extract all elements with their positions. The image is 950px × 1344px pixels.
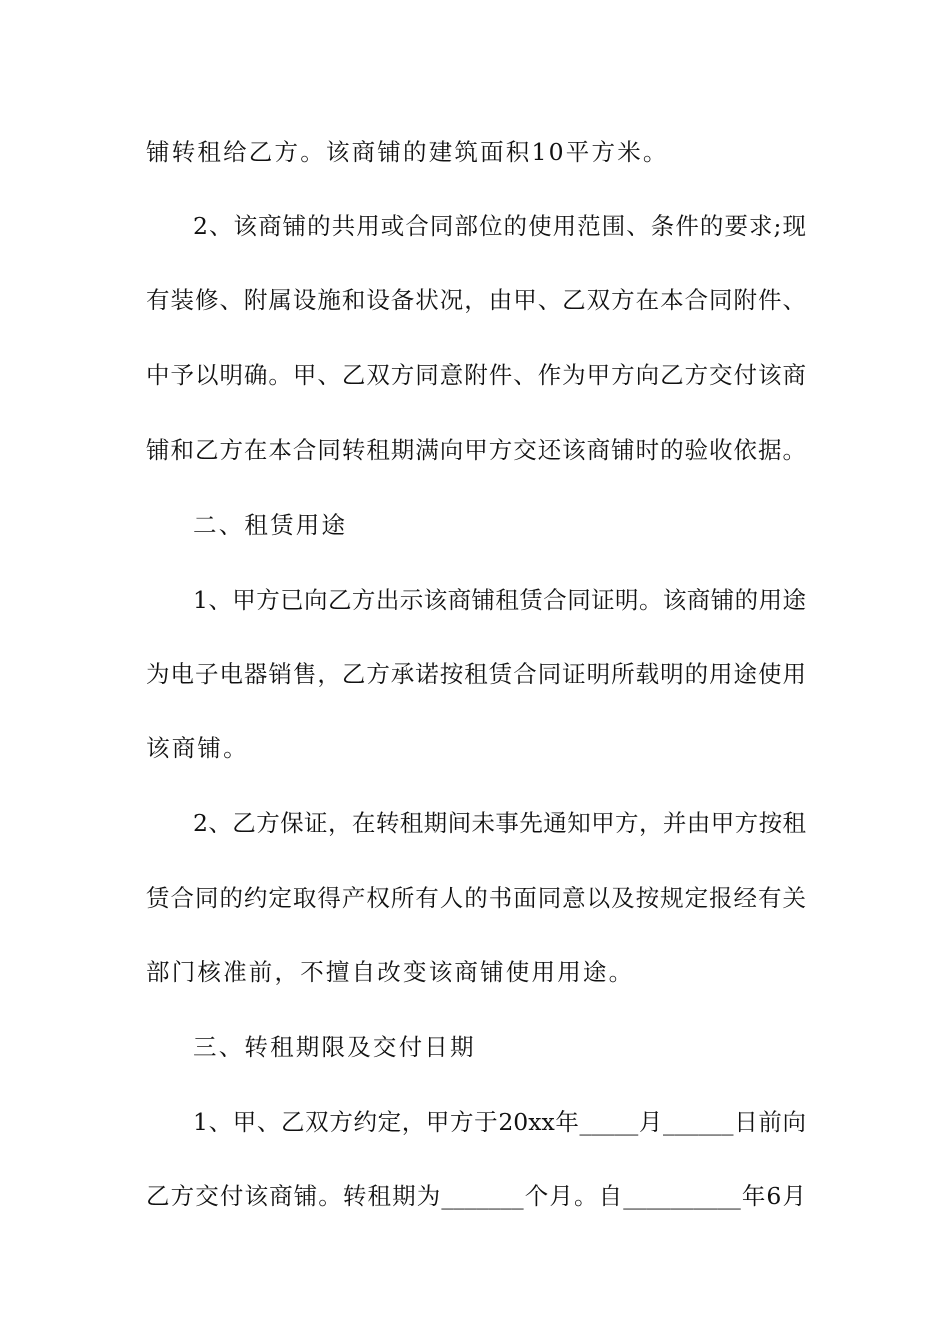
paragraph-line: 1、甲方已向乙方出示该商铺租赁合同证明。该商铺的用途 [193, 586, 806, 614]
paragraph-line: 铺转租给乙方。该商铺的建筑面积10平方米。 [146, 138, 669, 166]
paragraph-line: 中予以明确。甲、乙双方同意附件、作为甲方向乙方交付该商 [146, 361, 806, 389]
paragraph-line: 部门核准前，不擅自改变该商铺使用用途。 [146, 958, 635, 986]
paragraph-line: 1、甲、乙双方约定，甲方于20xx年_____月______日前向 [193, 1108, 806, 1136]
section-heading: 二、租赁用途 [193, 511, 348, 539]
paragraph-line: 2、乙方保证，在转租期间未事先通知甲方，并由甲方按租 [193, 809, 806, 837]
paragraph-line: 该商铺。 [146, 734, 249, 762]
paragraph-line: 2、该商铺的共用或合同部位的使用范围、条件的要求;现 [193, 212, 806, 240]
paragraph-line: 乙方交付该商铺。转租期为_______个月。自__________年6月 [146, 1182, 806, 1210]
paragraph-line: 为电子电器销售，乙方承诺按租赁合同证明所载明的用途使用 [146, 660, 806, 688]
paragraph-line: 铺和乙方在本合同转租期满向甲方交还该商铺时的验收依据。 [146, 436, 806, 464]
section-heading: 三、转租期限及交付日期 [193, 1033, 476, 1061]
paragraph-line: 赁合同的约定取得产权所有人的书面同意以及按规定报经有关 [146, 884, 806, 912]
paragraph-line: 有装修、附属设施和设备状况，由甲、乙双方在本合同附件、 [146, 286, 806, 314]
